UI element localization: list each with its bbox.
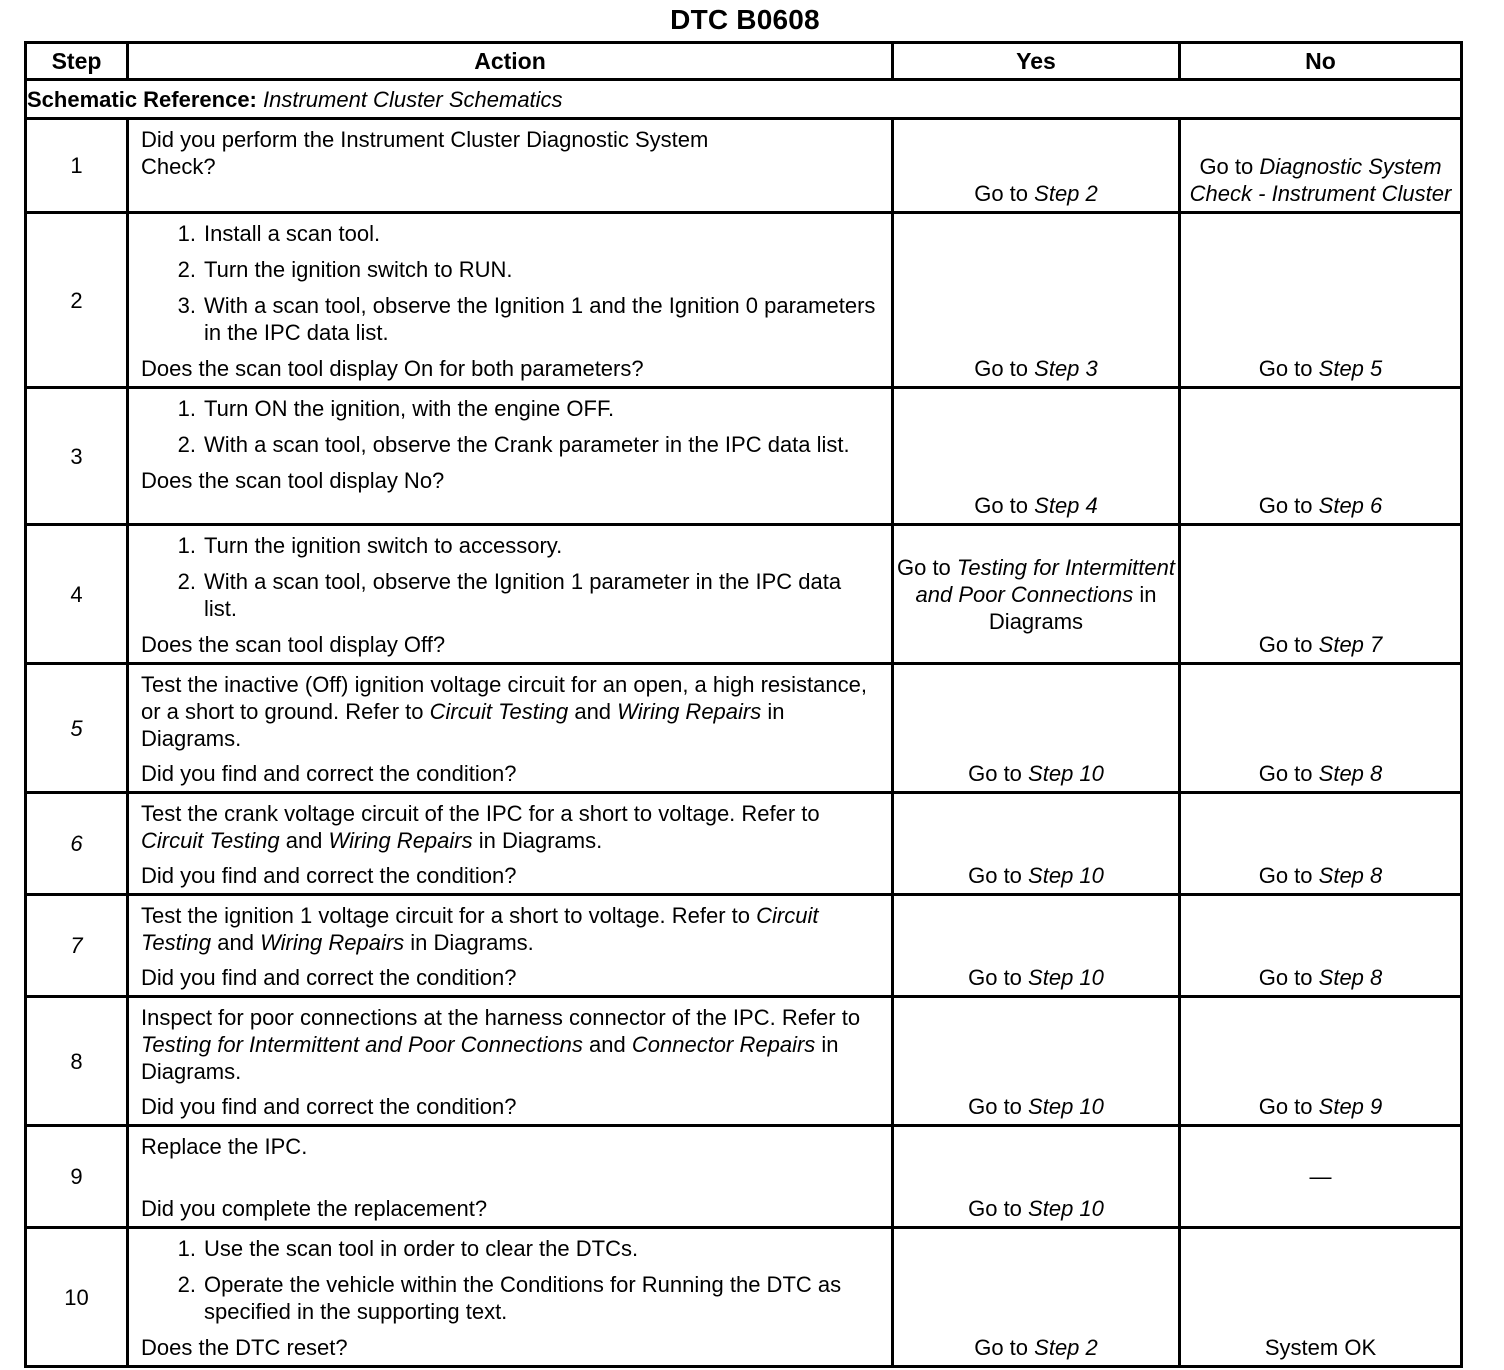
step-action xyxy=(128,664,893,793)
step-number: 10 xyxy=(26,1228,128,1367)
list-item: 2. Turn the ignition switch to RUN. xyxy=(177,257,513,282)
circuit-testing-link[interactable]: Circuit Testing xyxy=(429,699,569,724)
action-question: Did you find and correct the condition? xyxy=(141,863,517,888)
no-link[interactable]: Step 8 xyxy=(1318,761,1383,786)
list-item: 2. With a scan tool, observe the Crank parameter in the IPC data list. xyxy=(177,432,850,457)
connector-repairs-link[interactable]: Connector Repairs xyxy=(631,1032,816,1057)
no-link[interactable]: Step 9 xyxy=(1318,1094,1383,1119)
action-question: Does the DTC reset? xyxy=(141,1335,348,1360)
schematic-reference-link[interactable]: Instrument Cluster Schematics xyxy=(263,86,563,112)
schematic-reference xyxy=(26,80,1462,119)
no-cell: — xyxy=(1180,1126,1462,1228)
list-item: 1. Install a scan tool. xyxy=(177,221,381,246)
yes-link[interactable]: Step 2 xyxy=(1034,181,1098,206)
no-cell: Go to Step 8 xyxy=(1180,895,1462,997)
table-row xyxy=(26,997,1462,1126)
no-link[interactable]: Step 8 xyxy=(1318,863,1383,888)
yes-link[interactable]: Step 3 xyxy=(1034,356,1098,381)
action-text: Test the ignition 1 voltage circuit for a short to voltage. Refer to Circuit Testing and Wiring Repairs in Diagrams. xyxy=(141,903,819,955)
action-question: Does the scan tool display No? xyxy=(141,468,445,493)
step-number: 7 xyxy=(26,895,128,997)
no-cell: Go to Step 8 xyxy=(1180,664,1462,793)
action-list xyxy=(141,220,879,346)
no-link[interactable]: Diagnostic System Check - Instrument Cluster xyxy=(1189,154,1452,206)
no-link[interactable]: Step 6 xyxy=(1318,493,1383,518)
yes-link[interactable]: Step 10 xyxy=(1028,965,1104,990)
list-item: 1. Use the scan tool in order to clear the DTCs. xyxy=(177,1236,639,1261)
circuit-testing-link[interactable]: Circuit Testing xyxy=(141,828,280,853)
step-action xyxy=(128,997,893,1126)
action-text: Test the inactive (Off) ignition voltage circuit for an open, a high resistance, or a short to ground. Refer to Circuit Testing and Wiring Repairs in Diagrams. xyxy=(141,672,867,751)
action-text: Inspect for poor connections at the harness connector of the IPC. Refer to Testing for Intermittent and Poor Connections and Connector Repairs in Diagrams. xyxy=(141,1005,861,1084)
step-number: 5 xyxy=(26,664,128,793)
yes-cell: Go to Step 10 xyxy=(893,664,1180,793)
header-no: No xyxy=(1180,43,1462,80)
step-action xyxy=(128,1126,893,1228)
wiring-repairs-link[interactable]: Wiring Repairs xyxy=(617,699,762,724)
table-row xyxy=(26,213,1462,388)
step-action xyxy=(128,388,893,525)
step-number: 3 xyxy=(26,388,128,525)
action-question: Does the scan tool display Off? xyxy=(141,632,446,657)
yes-cell: Go to Step 10 xyxy=(893,895,1180,997)
step-action xyxy=(128,525,893,664)
yes-link[interactable]: Step 10 xyxy=(1028,761,1104,786)
action-question: Did you find and correct the condition? xyxy=(141,965,517,990)
yes-link[interactable]: Step 10 xyxy=(1028,1196,1104,1221)
list-item: 2. With a scan tool, observe the Ignition 1 parameter in the IPC data list. xyxy=(177,569,842,621)
page-title: DTC B0608 xyxy=(670,4,820,35)
yes-cell: Go to Step 3 xyxy=(893,213,1180,388)
action-list xyxy=(141,532,879,622)
yes-cell: Go to Step 10 xyxy=(893,1126,1180,1228)
action-text: Replace the IPC. xyxy=(141,1134,308,1159)
step-number: 2 xyxy=(26,213,128,388)
step-number: 1 xyxy=(26,119,128,213)
yes-cell: Go to Step 10 xyxy=(893,997,1180,1126)
yes-cell: Go to Step 4 xyxy=(893,388,1180,525)
step-number: 6 xyxy=(26,793,128,895)
action-text: Did you perform the Instrument Cluster Diagnostic System Check? xyxy=(141,127,709,179)
table-row xyxy=(26,664,1462,793)
action-question: Did you find and correct the condition? xyxy=(141,1094,517,1119)
step-action xyxy=(128,119,893,213)
schematic-reference-label: Schematic Reference: xyxy=(27,86,257,112)
schematic-reference-row xyxy=(26,80,1462,119)
action-text: Test the crank voltage circuit of the IPC for a short to voltage. Refer to Circuit Testing and Wiring Repairs in Diagrams. xyxy=(141,801,820,853)
no-cell: Go to Step 7 xyxy=(1180,525,1462,664)
no-cell: Go to Step 6 xyxy=(1180,388,1462,525)
step-action xyxy=(128,1228,893,1367)
action-question: Did you find and correct the condition? xyxy=(141,761,517,786)
no-cell: Go to Diagnostic System Check - Instrument Cluster xyxy=(1180,119,1462,213)
yes-link[interactable]: Step 10 xyxy=(1028,863,1104,888)
step-action xyxy=(128,213,893,388)
step-number: 8 xyxy=(26,997,128,1126)
list-item: 2. Operate the vehicle within the Conditions for Running the DTC as specified in the supporting text. xyxy=(177,1272,842,1324)
list-item: 1. Turn the ignition switch to accessory. xyxy=(177,533,563,558)
table-row xyxy=(26,1126,1462,1228)
yes-link[interactable]: Step 10 xyxy=(1028,1094,1104,1119)
table-row xyxy=(26,525,1462,664)
step-number: 4 xyxy=(26,525,128,664)
no-cell: Go to Step 8 xyxy=(1180,793,1462,895)
header-row xyxy=(26,43,1462,80)
no-link[interactable]: Step 7 xyxy=(1318,632,1383,657)
yes-cell: Go to Step 2 xyxy=(893,119,1180,213)
step-action xyxy=(128,895,893,997)
testing-intermittent-link[interactable]: Testing for Intermittent and Poor Connections xyxy=(141,1032,583,1057)
step-action xyxy=(128,793,893,895)
action-list xyxy=(141,395,879,458)
list-item: 1. Turn ON the ignition, with the engine OFF. xyxy=(177,396,615,421)
yes-link[interactable]: Step 2 xyxy=(1034,1335,1098,1360)
wiring-repairs-link[interactable]: Wiring Repairs xyxy=(260,930,405,955)
yes-link[interactable]: Testing for Intermittent and Poor Connections xyxy=(915,554,1175,607)
yes-cell: Go to Testing for Intermittent and Poor Connections in Diagrams xyxy=(893,525,1180,664)
list-item: 3. With a scan tool, observe the Ignition 1 and the Ignition 0 parameters in the IPC data list. xyxy=(177,293,876,345)
action-question: Does the scan tool display On for both parameters? xyxy=(141,356,644,381)
table-row xyxy=(26,1228,1462,1367)
header-action: Action xyxy=(128,43,893,80)
wiring-repairs-link[interactable]: Wiring Repairs xyxy=(328,828,473,853)
table-row xyxy=(26,793,1462,895)
header-step: Step xyxy=(26,43,128,80)
no-cell: Go to Step 9 xyxy=(1180,997,1462,1126)
table-row xyxy=(26,119,1462,213)
circuit-testing-link[interactable]: Circuit Testing xyxy=(141,903,819,955)
step-number: 9 xyxy=(26,1126,128,1228)
no-cell: System OK xyxy=(1180,1228,1462,1367)
header-yes: Yes xyxy=(893,43,1180,80)
action-list xyxy=(141,1235,879,1325)
table-row xyxy=(26,388,1462,525)
yes-cell: Go to Step 2 xyxy=(893,1228,1180,1367)
diagnostic-table xyxy=(24,41,1463,1368)
yes-cell: Go to Step 10 xyxy=(893,793,1180,895)
no-link[interactable]: Step 8 xyxy=(1318,965,1383,990)
table-row xyxy=(26,895,1462,997)
yes-link[interactable]: Step 4 xyxy=(1034,493,1098,518)
no-cell: Go to Step 5 xyxy=(1180,213,1462,388)
action-question: Did you complete the replacement? xyxy=(141,1196,488,1221)
no-link[interactable]: Step 5 xyxy=(1318,356,1383,381)
